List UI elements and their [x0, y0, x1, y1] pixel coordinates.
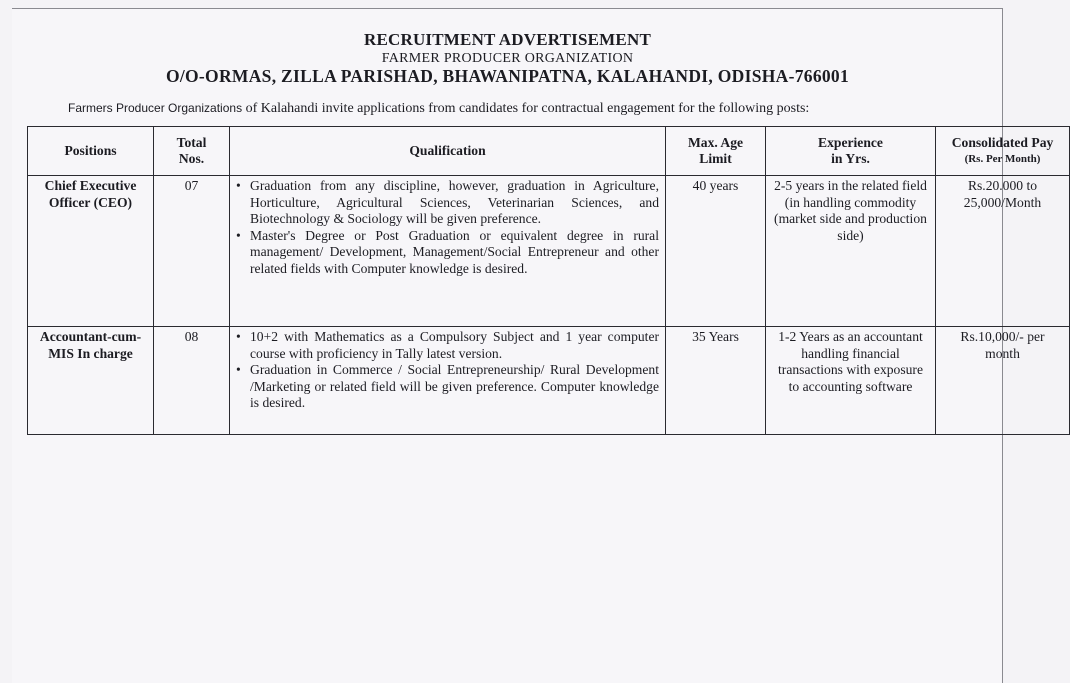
qualification-text: Graduation in Commerce / Social Entrepreneurship/ Rural Development /Marketing or related field will be given preference. Computer knowledge is desired. — [250, 362, 659, 410]
intro-paragraph — [68, 101, 809, 117]
row-pay: Rs.10,000/- per month — [936, 327, 1070, 435]
row-qualification — [230, 327, 666, 435]
qualification-item — [236, 178, 659, 228]
intro-prefix: Farmers Producer Organizations — [68, 101, 243, 115]
col-header-positions: Positions — [28, 127, 154, 176]
row-position: Chief Executive Officer (CEO) — [28, 176, 154, 327]
bullet-icon: • — [236, 227, 241, 243]
col-header-pay-line2: (Rs. Per Month) — [964, 153, 1041, 165]
col-header-age — [666, 127, 766, 176]
row-experience: 2-5 years in the related field (in handling commodity (market side and production side) — [766, 176, 936, 327]
col-header-pay — [936, 127, 1070, 176]
bullet-icon: • — [236, 362, 241, 377]
advertisement-title: RECRUITMENT ADVERTISEMENT — [363, 30, 651, 49]
row-experience: 1-2 Years as an accountant handling financial transactions with exposure to accounting software — [766, 327, 936, 435]
table-header-row — [28, 127, 1070, 176]
col-header-experience — [766, 127, 936, 176]
qualification-text: Master's Degree or Post Graduation or equivalent degree in rural management/ Development, Management/Social Entrepreneur and other related fields with Computer knowledge is desired. — [250, 227, 659, 276]
col-header-age-line2: Limit — [699, 151, 732, 166]
qualification-item — [236, 362, 659, 412]
row-pay: Rs.20.000 to 25,000/Month — [936, 176, 1070, 327]
col-header-pay-line1: Consolidated Pay — [951, 134, 1054, 150]
qualification-item — [236, 228, 659, 278]
row-total: 08 — [154, 327, 230, 435]
qualification-item — [236, 329, 659, 362]
row-age: 35 Years — [666, 327, 766, 435]
intro-text: of Kalahandi invite applications from candidates for contractual engagement for the following posts: — [245, 101, 810, 116]
col-header-total-line2: Nos. — [178, 151, 205, 166]
col-header-age-line1: Max. Age — [687, 134, 744, 150]
qualification-text: Graduation from any discipline, however, graduation in Agriculture, Horticulture, Agricultural Sciences, Veterinarian Sciences, and Biotechnology & Sociology will be given preference. — [250, 178, 659, 226]
row-position: Accountant-cum-MIS In charge — [28, 327, 154, 435]
row-age: 40 years — [666, 176, 766, 327]
table-row — [28, 327, 1070, 435]
col-header-qualification: Qualification — [230, 127, 666, 176]
col-header-total-line1: Total — [176, 134, 207, 150]
bullet-icon: • — [236, 329, 241, 344]
col-header-exp-line1: Experience — [818, 134, 883, 150]
col-header-exp-line2: in Yrs. — [831, 151, 870, 166]
bullet-icon: • — [236, 178, 241, 193]
col-header-total — [154, 127, 230, 176]
office-address: O/O-ORMAS, ZILLA PARISHAD, BHAWANIPATNA, KALAHANDI, ODISHA-766001 — [165, 66, 850, 86]
row-qualification — [230, 176, 666, 327]
table-row — [28, 176, 1070, 327]
organization-subtitle: FARMER PRODUCER ORGANIZATION — [381, 51, 634, 66]
qualification-text: 10+2 with Mathematics as a Compulsory Subject and 1 year computer course with proficiency in Tally latest version. — [250, 329, 659, 361]
posts-table — [27, 126, 1070, 435]
row-total: 07 — [154, 176, 230, 327]
